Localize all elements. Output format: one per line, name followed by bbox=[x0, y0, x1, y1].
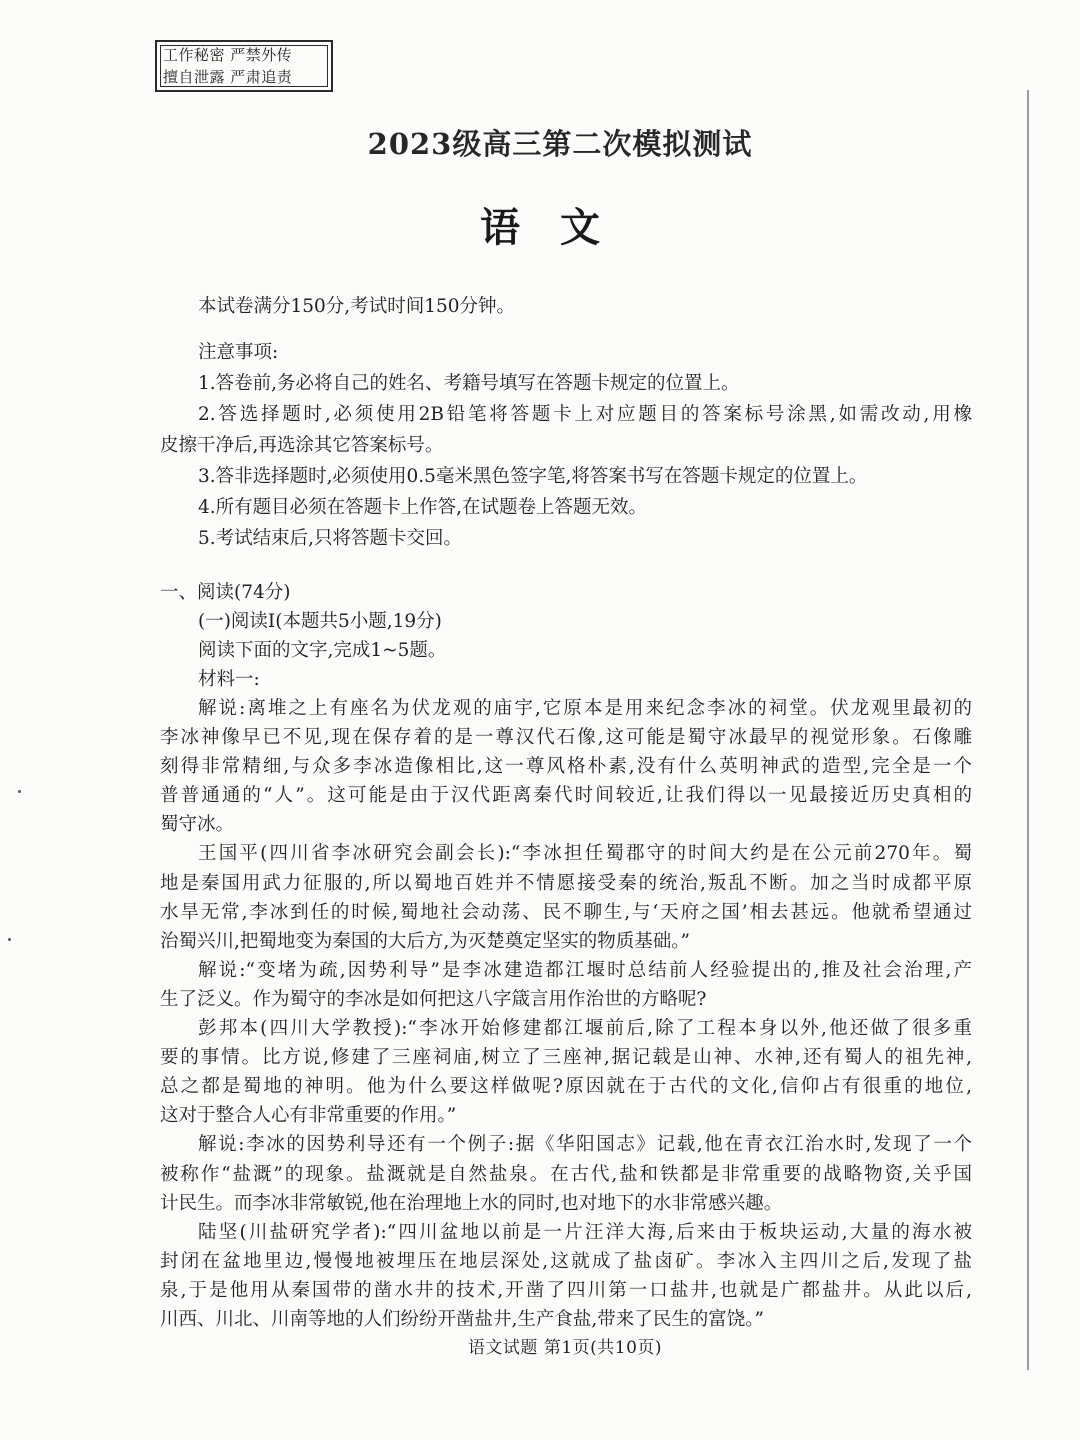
notice-item: 皮擦干净后,再选涂其它答案标号。 bbox=[160, 435, 444, 456]
passage-paragraph bbox=[160, 1014, 972, 1130]
notice-item: 1.答卷前,务必将自己的姓名、考籍号填写在答题卡规定的位置上。 bbox=[198, 373, 740, 394]
exam-title: 2023级高三第二次模拟测试 bbox=[367, 127, 753, 161]
passage-paragraph bbox=[160, 1218, 972, 1334]
passage-line: 解说:李冰的因势利导还有一个例子:据《华阳国志》记载,他在青衣江治水时,发现了一个 bbox=[198, 1134, 972, 1156]
passage-paragraph bbox=[160, 1130, 972, 1217]
page-footer: 语文试题 第1页(共10页) bbox=[467, 1338, 663, 1358]
score-time-line: 本试卷满分150分,考试时间150分钟。 bbox=[198, 296, 516, 317]
notice-item: 2.答选择题时,必须使用2B铅笔将答题卡上对应题目的答案标号涂黑,如需改动,用橡 bbox=[198, 404, 972, 425]
passage-line: 解说:离堆之上有座名为伏龙观的庙宇,它原本是用来纪念李冰的祠堂。伏龙观里最初的 bbox=[198, 698, 972, 719]
passage-line: 要的事情。比方说,修建了三座祠庙,树立了三座神,据记载是山神、水神,还有蜀人的祖先神, bbox=[160, 1047, 972, 1069]
section-block bbox=[160, 578, 972, 694]
passage-line: 普普通通的“人”。这可能是由于汉代距离秦代时间较近,让我们得以一见最接近历史真相的 bbox=[160, 785, 972, 807]
passage-line: 泉,于是他用从秦国带的凿水井的技术,开凿了四川第一口盐井,也就是广都盐井。从此以后, bbox=[160, 1279, 972, 1301]
passage-paragraph bbox=[160, 694, 972, 839]
passage-line: 蜀守冰。 bbox=[160, 814, 235, 836]
notice-item: 4.所有题目必须在答题卡上作答,在试题卷上答题无效。 bbox=[198, 497, 648, 518]
passage-line: 刻得非常精细,与众多李冰造像相比,这一尊风格朴素,没有什么英明神武的造型,完全是一个 bbox=[160, 756, 972, 778]
exam-intro bbox=[160, 292, 972, 324]
passage-paragraph bbox=[160, 956, 972, 1014]
stamp-line-1: 工作秘密 严禁外传 bbox=[163, 46, 293, 64]
confidential-stamp bbox=[155, 40, 333, 92]
section-heading: 一、阅读(74分) bbox=[160, 582, 291, 603]
passage-line: 这对于整合人心有非常重要的作用。” bbox=[160, 1105, 457, 1127]
passage-line: 水旱无常,李冰到任的时候,蜀地社会动荡、民不聊生,与‘天府之国’相去甚远。他就希望通过 bbox=[160, 901, 972, 923]
passage-line: 王国平(四川省李冰研究会副会长):“李冰担任蜀郡守的时间大约是在公元前270年。蜀 bbox=[198, 843, 972, 865]
material-label: 材料一: bbox=[198, 669, 260, 690]
passage-line: 生了泛义。作为蜀守的李冰是如何把这八字箴言用作治世的方略呢? bbox=[160, 988, 707, 1010]
page-border-line bbox=[1027, 90, 1029, 1370]
scan-speck bbox=[18, 790, 21, 793]
passage-line: 彭邦本(四川大学教授):“李冰开始修建都江堰前后,除了工程本身以外,他还做了很多重 bbox=[198, 1018, 972, 1040]
passage-line: 解说:“变堵为疏,因势利导”是李冰建造都江堰时总结前人经验提出的,推及社会治理,产 bbox=[198, 959, 972, 981]
passage-paragraph bbox=[160, 839, 972, 955]
passage-line: 陆坚(川盐研究学者):“四川盆地以前是一片汪洋大海,后来由于板块运动,大量的海水被 bbox=[198, 1221, 972, 1243]
passage-line: 地是秦国用武力征服的,所以蜀地百姓并不情愿接受秦的统治,叛乱不断。加之当时成都平原 bbox=[160, 872, 972, 894]
passage-line: 总之都是蜀地的神明。他为什么要这样做呢?原因就在于古代的文化,信仰占有很重的地位, bbox=[160, 1076, 972, 1098]
subject-title: 语文 bbox=[480, 204, 640, 251]
section-subheading: (一)阅读Ⅰ(本题共5小题,19分) bbox=[198, 611, 442, 632]
passage-line: 治蜀兴川,把蜀地变为秦国的大后方,为灭楚奠定坚实的物质基础。” bbox=[160, 930, 690, 952]
passage-line: 被称作“盐溉”的现象。盐溉就是自然盐泉。在古代,盐和铁都是非常重要的战略物资,关乎国 bbox=[160, 1163, 972, 1185]
notice-heading: 注意事项: bbox=[198, 342, 279, 363]
scan-speck bbox=[8, 938, 11, 941]
section-instruction: 阅读下面的文字,完成1~5题。 bbox=[198, 640, 447, 661]
passage-line: 李冰神像早已不见,现在保存着的是一尊汉代石像,这可能是蜀守冰最早的视觉形象。石像雕 bbox=[160, 727, 972, 749]
passage-line: 计民生。而李冰非常敏锐,他在治理地上水的同时,也对地下的水非常感兴趣。 bbox=[160, 1192, 783, 1214]
notice-item: 3.答非选择题时,必须使用0.5毫米黑色签字笔,将答案书写在答题卡规定的位置上。 bbox=[198, 466, 868, 487]
stamp-line-2: 擅自泄露 严肃追责 bbox=[163, 68, 293, 86]
passage-line: 封闭在盆地里边,慢慢地被埋压在地层深处,这就成了盐卤矿。李冰入主四川之后,发现了盐 bbox=[160, 1250, 972, 1272]
notice-item: 5.考试结束后,只将答题卡交回。 bbox=[198, 528, 463, 549]
reading-passage bbox=[160, 694, 972, 1334]
passage-line: 川西、川北、川南等地的人们纷纷开凿盐井,生产食盐,带来了民生的富饶。” bbox=[160, 1308, 764, 1330]
notice-block bbox=[160, 337, 972, 554]
